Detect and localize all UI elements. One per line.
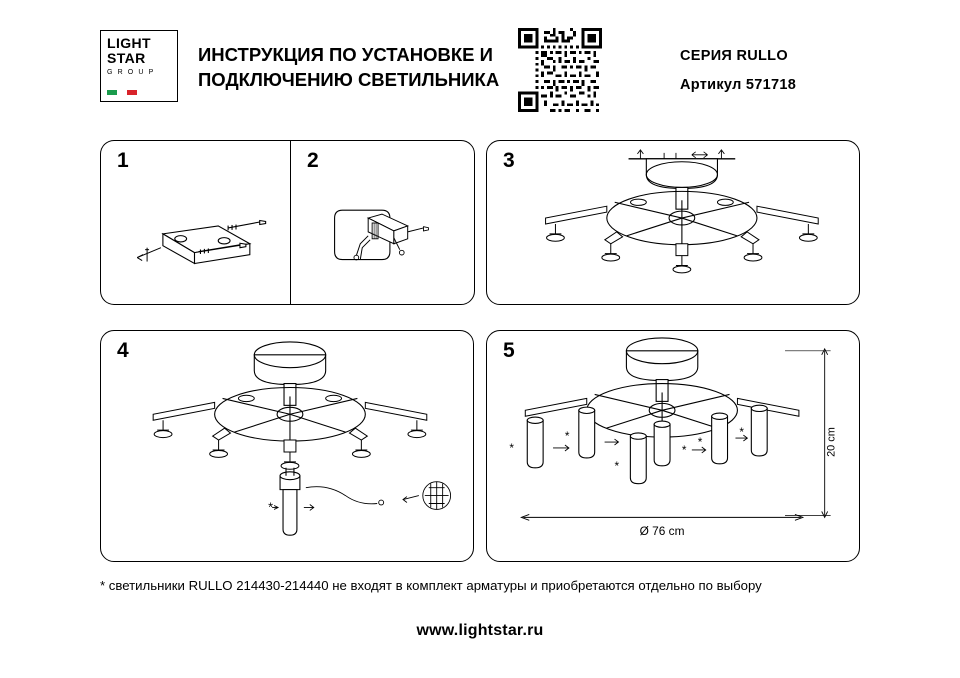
- step-1-diagram: [101, 141, 290, 304]
- svg-text:*: *: [268, 499, 274, 515]
- italy-flag-icon: [107, 90, 137, 95]
- height-dimension-label: 20 cm: [825, 427, 838, 457]
- step-number-4: 4: [117, 339, 129, 362]
- step-number-1: 1: [117, 149, 129, 172]
- diameter-dimension-label: Ø 76 cm: [639, 524, 685, 539]
- page-title: ИНСТРУКЦИЯ ПО УСТАНОВКЕ И ПОДКЛЮЧЕНИЮ СВЕТИЛЬНИКА: [198, 44, 500, 90]
- article-label: Артикул 571718: [680, 77, 797, 93]
- logo-text: [107, 36, 173, 66]
- logo-subtitle: G R O U P: [107, 69, 155, 76]
- footnote: * светильники RULLO 214430-214440 не входят в комплект арматуры и приобретаются отдельно по выбору: [100, 578, 762, 593]
- svg-text:*: *: [697, 435, 703, 449]
- website-url: www.lightstar.ru: [416, 622, 544, 639]
- svg-text:*: *: [614, 458, 620, 473]
- step-4-diagram: [101, 331, 473, 561]
- step-panel-1: [100, 140, 290, 305]
- step-2-diagram: [291, 141, 474, 304]
- svg-text:*: *: [509, 440, 515, 455]
- step-number-5: 5: [503, 339, 515, 362]
- header: [100, 28, 860, 108]
- series-label: СЕРИЯ RULLO: [680, 48, 788, 64]
- logo-line-2: STAR: [107, 50, 146, 66]
- svg-text:*: *: [681, 442, 687, 457]
- svg-text:*: *: [739, 425, 745, 440]
- step-3-diagram: [487, 141, 859, 304]
- logo-line-1: LIGHT: [107, 35, 151, 51]
- brand-logo: [100, 30, 178, 102]
- step-panel-2: [290, 140, 475, 305]
- step-number-2: 2: [307, 149, 319, 172]
- step-panel-5: [486, 330, 860, 562]
- step-panel-4: [100, 330, 474, 562]
- qr-code-icon: [518, 28, 602, 112]
- step-5-diagram: [487, 331, 859, 561]
- svg-text:*: *: [564, 429, 570, 444]
- step-number-3: 3: [503, 149, 515, 172]
- step-panel-3: [486, 140, 860, 305]
